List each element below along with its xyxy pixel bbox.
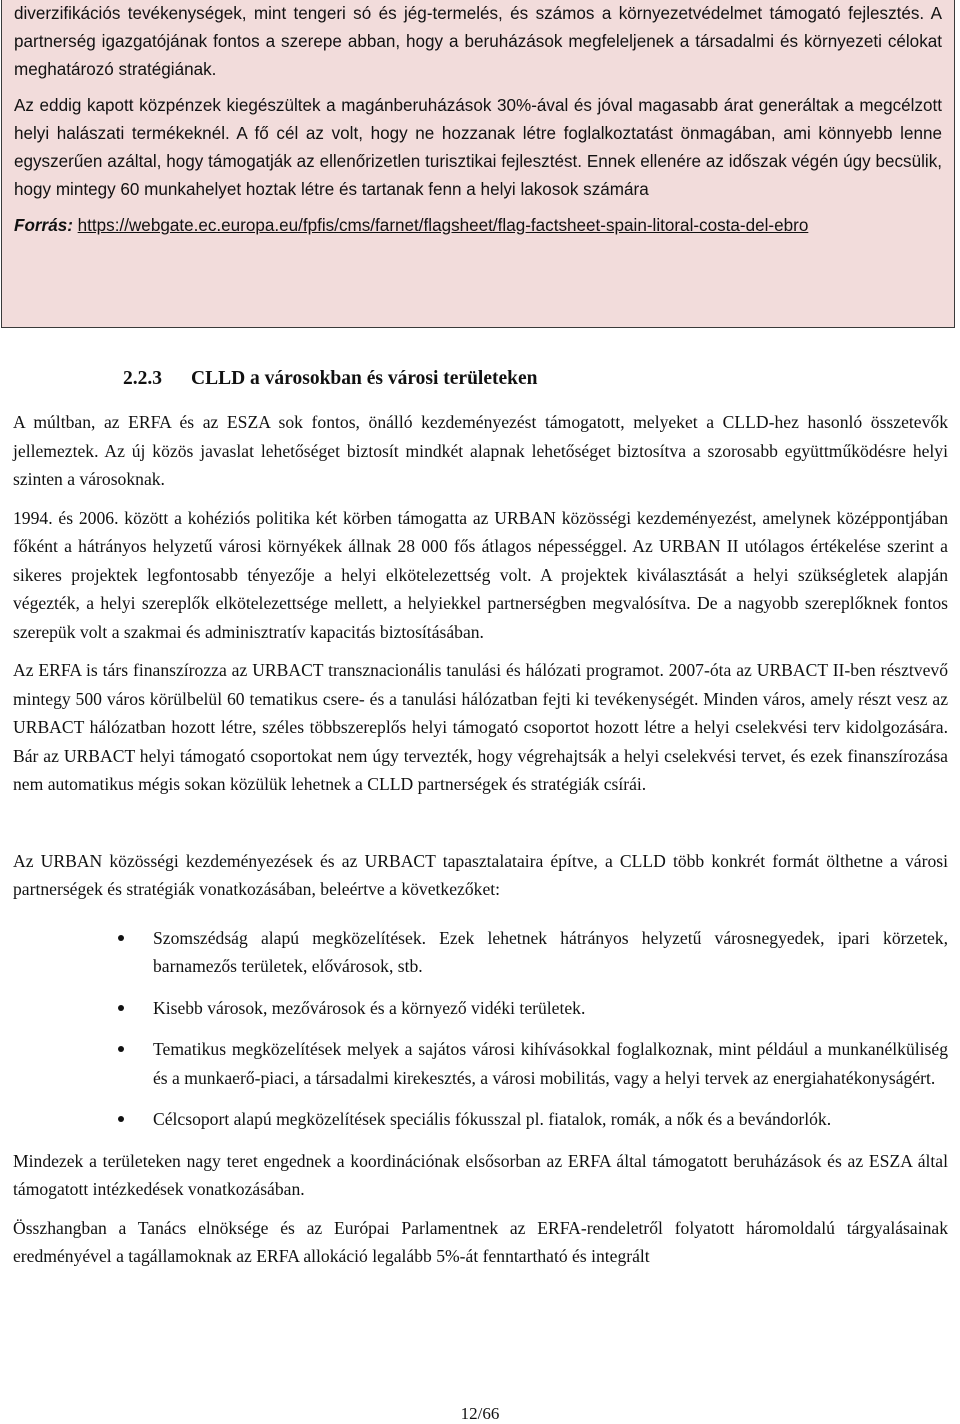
box-paragraph-1: diverzifikációs tevékenységek, mint tengeri só és jég-termelés, és számos a környezetvédelmet támogató fejlesztés. A partnerség igazgatójának fontos a szerepe abban, hogy a beruházások megfeleljenek a társadalmi és környezeti célokat meghatározó stratégiának. [14, 4, 942, 79]
source-label: Forrás: [14, 216, 73, 235]
list-item: Célcsoport alapú megközelítések speciális fókusszal pl. fiatalok, romák, a nők és a bevándorlók. [13, 1105, 948, 1134]
bullet-icon [118, 1046, 124, 1052]
case-study-box [1, 0, 955, 328]
bullet-icon [118, 1005, 124, 1011]
box-paragraph-2: Az eddig kapott közpénzek kiegészültek a magánberuházások 30%-ával és jóval magasabb árat generáltak a megcélzott helyi halászati termékeknél. A fő cél az volt, hogy ne hozzanak létre foglalkoztatást önmagában, ami könnyebb lenne egyszerűen azáltal, hogy támogatják az ellenőrizetlen turisztikai fejlesztést. Ennek ellenére az időszak végén úgy becsülik, hogy mintegy 60 munkahelyet hoztak létre és tartanak fenn a helyi lakosok számára [14, 96, 942, 199]
source-link[interactable]: https://webgate.ec.europa.eu/fpfis/cms/farnet/flagsheet/flag-factsheet-spain-litoral-costa-del-ebro [77, 216, 809, 235]
bullet-icon [118, 1116, 124, 1122]
paragraph-urban: 1994. és 2006. között a kohéziós politika két körben támogatta az URBAN közösségi kezdeményezést, amelynek középpontjában főként a hátrányos helyzetű városi környékek állnak 28 000 fős átlagos népességgel. Az URBAN II utólagos értékelése szerint a sikeres projektek legfontosabb tényezője a helyi elkötelezettség volt. A projektek kiválasztását a helyi szükségletek alapján végezték, a helyi szereplők elkötelezettsége mellett, a helyiekkel partnerségben megvalósítva. De a nagyobb szereplőknek fontos szerepük volt a szakmai és adminisztratív kapacitás biztosításában. [13, 507, 948, 642]
bullet-icon [118, 935, 124, 941]
paragraph-urbact: Az ERFA is társ finanszírozza az URBACT transznacionális tanulási és hálózati programot. 2007-óta az URBACT II-ben résztvevő mintegy 500 város körülbelül 60 tematikus csere- és a tanulási hálózatban fejti ki tevékenységét. Minden város, amely részt vesz az URBACT hálózatban hozott létre, széles többszereplős helyi támogató csoportot hozott létre a helyi cselekvési terv kidolgozására. Bár az URBACT helyi támogató csoportokat nem úgy tervezték, hogy végrehajtsák a helyi cselekvési tervet, és ezek finanszírozása nem automatikus mégis sokan közülük lehetnek a CLLD partnerségek és stratégiák csírái. [13, 660, 948, 794]
paragraph-clld-forms: Az URBAN közösségi kezdeményezések és az URBACT tapasztalataira építve, a CLLD több konkrét formát ölthetne a városi partnerségek és stratégiák vonatkozásában, beleértve a következőket: [13, 850, 948, 899]
page-number: 12/66 [460, 1404, 500, 1423]
bullet-list [13, 924, 948, 1134]
section-title: CLLD a városokban és városi területeken [191, 368, 538, 389]
list-item: Tematikus megközelítések melyek a sajátos városi kihívásokkal foglalkoznak, mint például a munkanélküliség és a munkaerő-piaci, a társadalmi kirekesztés, a városi mobilitás, vagy a helyi tervek az energiahatékonyságért. [13, 1035, 948, 1092]
paragraph-allocation: Összhangban a Tanács elnöksége és az Európai Parlamentnek az ERFA-rendeletről folyatott háromoldalú tárgyalásainak eredményével a tagállamoknak az ERFA allokáció legalább 5%-át fenntartható és integrált [13, 1217, 948, 1266]
list-item: Kisebb városok, mezővárosok és a környező vidéki területek. [13, 994, 948, 1023]
paragraph-past-support: A múltban, az ERFA és az ESZA sok fontos, önálló kezdeményezést támogatott, melyeket a CLLD-hez hasonló összetevők jellemeztek. Az új közös javaslat lehetőséget biztosít mindkét alapnak lehetőséget biztosítva a szorosabb együttműködésre helyi szinten a városoknak. [13, 412, 948, 489]
main-text [13, 408, 948, 1281]
section-heading [123, 368, 538, 390]
paragraph-coordination: Mindezek a területeken nagy teret engednek a koordinációnak elsősorban az ERFA által támogatott beruházások és az ESZA által támogatott intézkedések vonatkozásában. [13, 1150, 948, 1199]
list-item: Szomszédság alapú megközelítések. Ezek lehetnek hátrányos helyzetű városnegyedek, ipari körzetek, barnamezős területek, elővárosok, stb. [13, 924, 948, 981]
section-number: 2.2.3 [123, 368, 162, 389]
source-line [14, 212, 942, 240]
